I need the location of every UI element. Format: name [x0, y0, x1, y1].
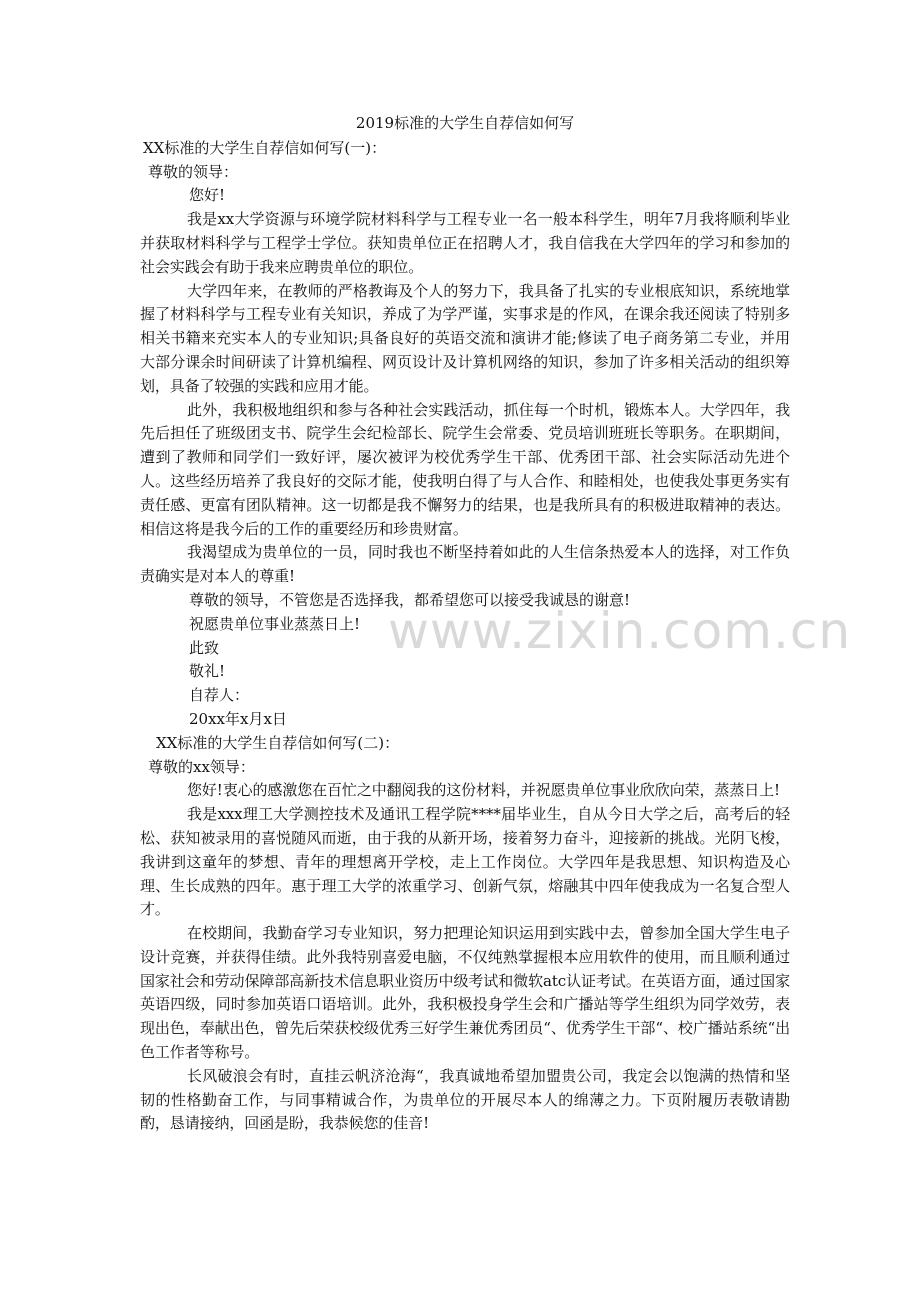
letter1-heading: XX标准的大学生自荐信如何写(一)：	[143, 138, 387, 157]
letter2-salutation: 尊敬的xx领导：	[148, 757, 255, 776]
letter2-paragraph-3: 在校期间，我勤奋学习专业知识，努力把理论知识运用到实践中去，曾参加全国大学生电子设计竞赛，并获得佳绩。此外我特别喜爱电脑，不仅纯熟掌握根本应用软件的使用，而且顺利通过国家社会和劳动保障部高新技术信息职业资历中级考试和微软atc认证考试。在英语方面，通过国家英语四级，同时参加英语口语培训。此外，我积极投身学生会和广播站等学生组织为同学效劳，表现出色，奉献出色，曾先后荣获校级优秀三好学生兼优秀团员“、优秀学生干部“、校广播站系统“出色工作者等称号。	[140, 924, 790, 1062]
letter2-paragraph-2: 我是xxx理工大学测控技术及通讯工程学院****届毕业生，自从今日大学之后，高考后的轻松、获知被录用的喜悦随风而逝，由于我的从新开场，接着努力奋斗，迎接新的挑战。光阴飞梭，我讲到这童年的梦想、青年的理想离开学校，走上工作岗位。大学四年是我思想、知识构造及心理、生长成熟的四年。惠于理工大学的浓重学习、创新气氛，熔融其中四年使我成为一名复合型人才。	[140, 805, 790, 919]
letter1-closing-jingli: 敬礼!	[189, 662, 226, 681]
letter1-paragraph-2: 大学四年来，在教师的严格教诲及个人的努力下，我具备了扎实的专业根底知识，系统地掌握了材料科学与工程专业有关知识，养成了为学严谨，实事求是的作风，在课余我还阅读了特别多相关书籍来充实本人的专业知识;具备良好的英语交流和演讲才能;修读了电子商务第二专业，并用大部分课余时间研读了计算机编程、网页设计及计算机网络的知识，参加了许多相关活动的组织筹划，具备了较强的实践和应用才能。	[140, 281, 790, 395]
letter1-salutation: 尊敬的领导：	[148, 162, 239, 181]
letter1-closing-wish: 祝愿贵单位事业蒸蒸日上!	[189, 614, 361, 633]
letter2-paragraph-4: 长风破浪会有时，直挂云帆济沧海“，我真诚地希望加盟贵公司，我定会以饱满的热情和坚韧的性格勤奋工作，与同事精诚合作，为贵单位的开展尽本人的绵薄之力。下页附履历表敬请勘酌，恳请接纳，回函是盼，我恭候您的佳音!	[140, 1066, 790, 1133]
letter1-greeting: 您好!	[189, 186, 226, 205]
letter1-closing-cizhi: 此致	[189, 638, 220, 657]
letter1-signature-label: 自荐人：	[189, 686, 250, 705]
letter1-paragraph-4: 我渴望成为贵单位的一员，同时我也不断坚持着如此的人生信条热爱本人的选择，对工作负责确实是对本人的尊重!	[140, 543, 790, 586]
letter2-paragraph-1: 您好!衷心的感激您在百忙之中翻阅我的这份材料，并祝愿贵单位事业欣欣向荣，蒸蒸日上!	[187, 781, 780, 800]
letter1-paragraph-3: 此外，我积极地组织和参与各种社会实践活动，抓住每一个时机，锻炼本人。大学四年，我先后担任了班级团支书、院学生会纪检部长、院学生会常委、党员培训班班长等职务。在职期间，遭到了教师和同学们一致好评，屡次被评为校优秀学生干部、优秀团干部、社会实际活动先进个人。这些经历培养了我良好的交际才能，使我明白得了与人合作、和睦相处，也使我处事更务实有责任感、更富有团队精神。这一切都是我不懈努力的结果，也是我所具有的积极进取精神的表达。相信这将是我今后的工作的重要经历和珍贵财富。	[140, 400, 790, 538]
letter2-heading: XX标准的大学生自荐信如何写(二)：	[156, 733, 400, 752]
letter1-closing-thanks: 尊敬的领导，不管您是否选择我，都希望您可以接受我诚恳的谢意!	[189, 590, 631, 609]
letter1-date: 20xx年x月x日	[189, 709, 287, 728]
document-page	[140, 112, 790, 1136]
document-title: 2019标准的大学生自荐信如何写	[355, 114, 575, 132]
letter1-paragraph-1: 我是xx大学资源与环境学院材料科学与工程专业一名一般本科学生，明年7月我将顺利毕业并获取材料科学与工程学士学位。获知贵单位正在招聘人才，我自信我在大学四年的学习和参加的社会实践会有助于我来应聘贵单位的职位。	[140, 210, 790, 276]
watermark: www.zixin.com.cn	[388, 602, 852, 660]
